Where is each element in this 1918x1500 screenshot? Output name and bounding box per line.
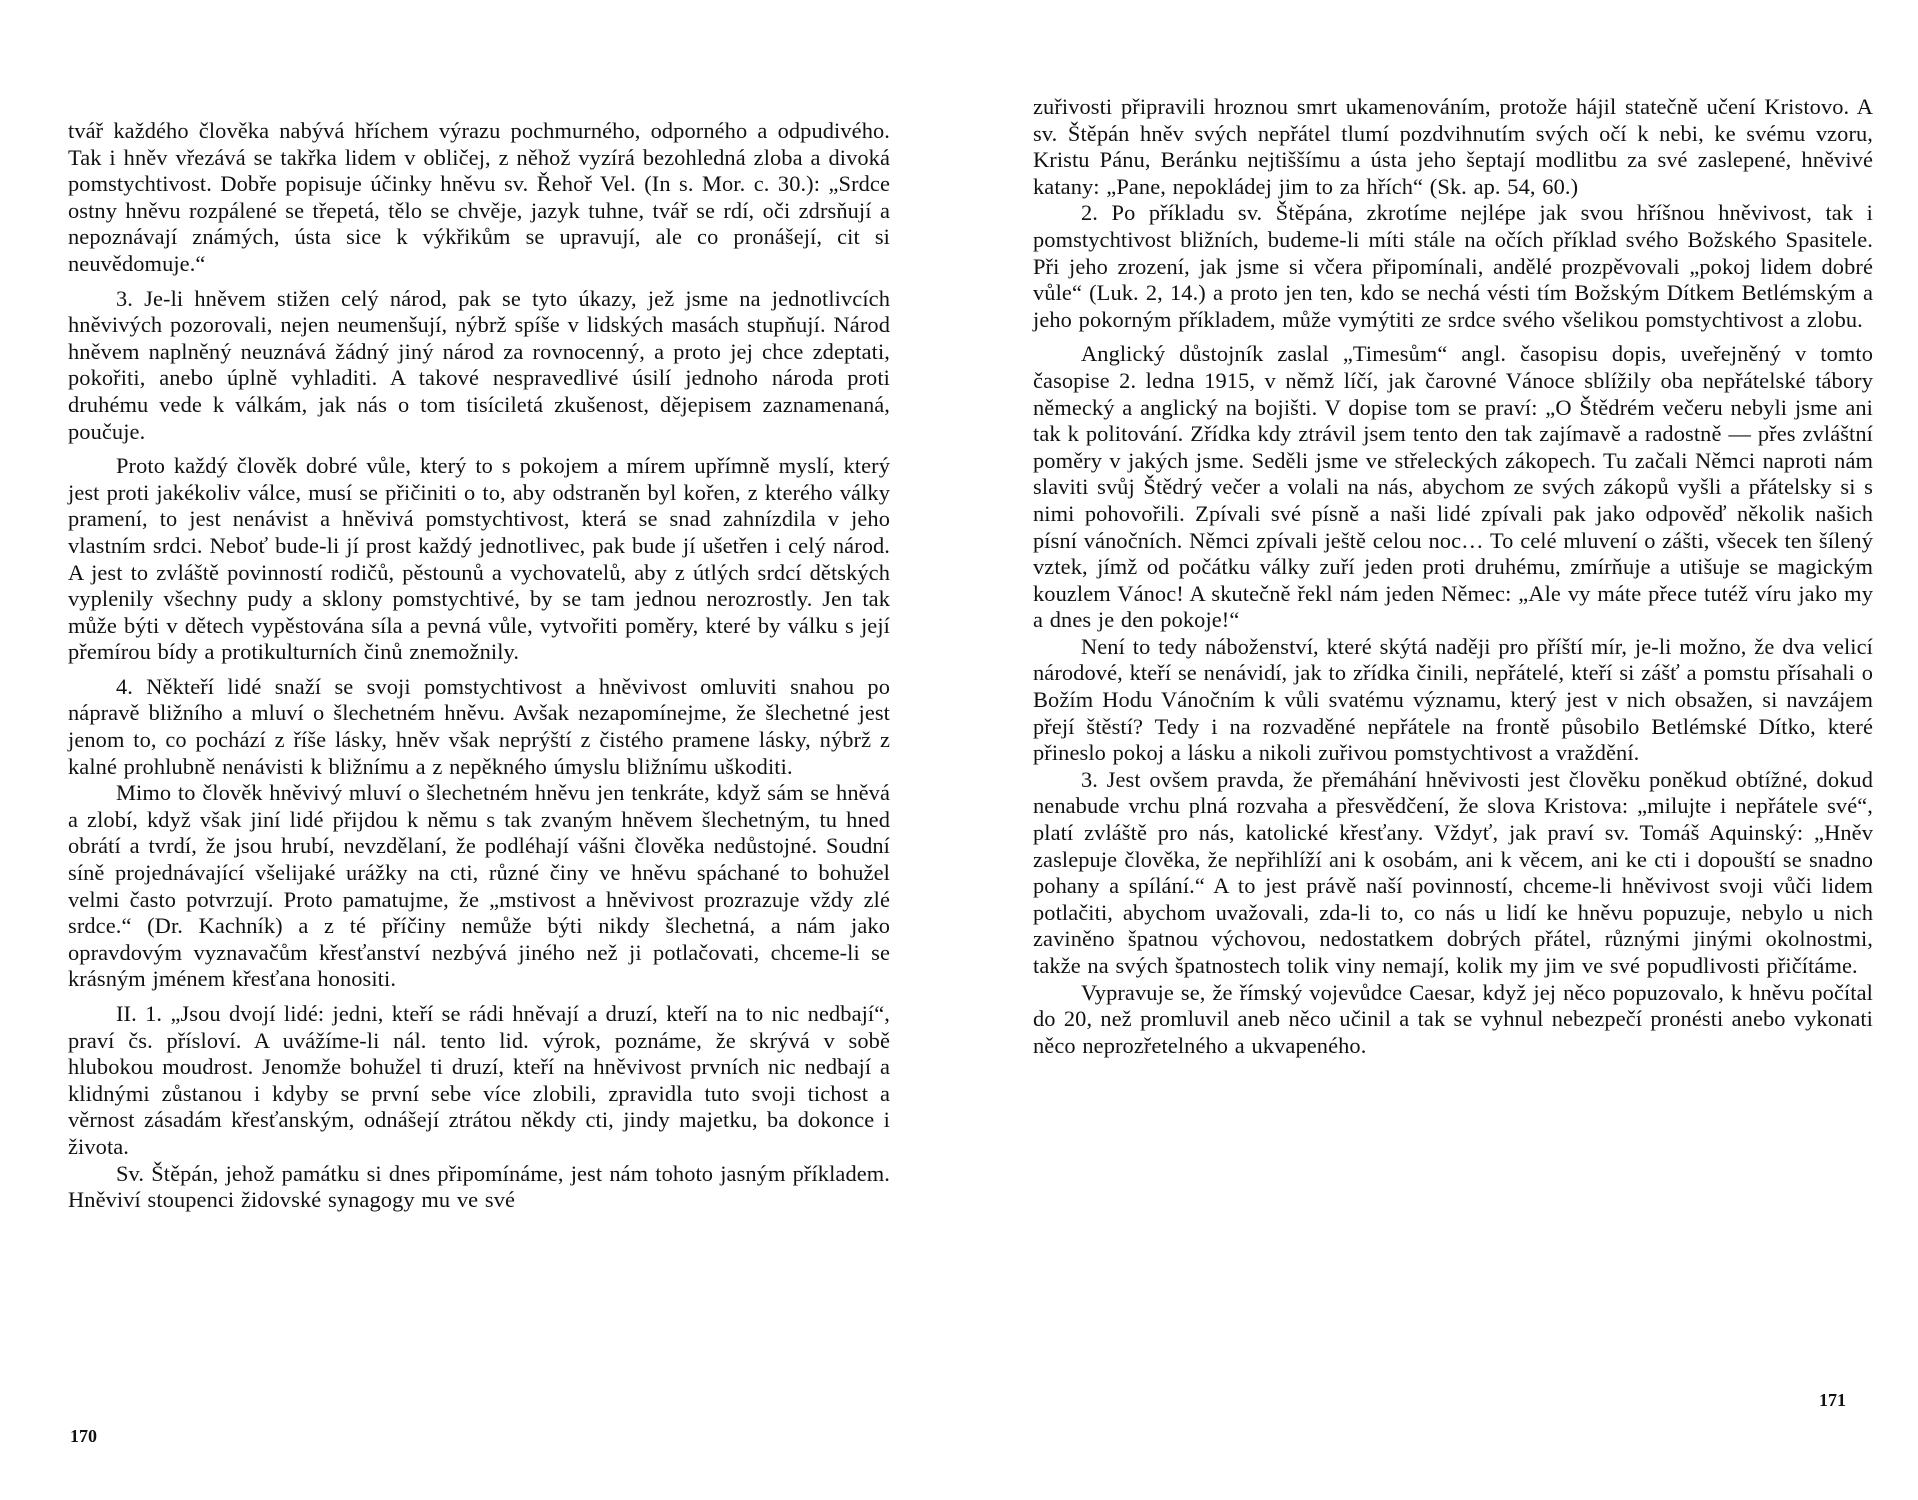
paragraph: zuřivosti připravili hroznou smrt ukamenováním, protože hájil statečně učení Kristovo. A sv. Štěpán hněv svých nepřátel tlumí pozdvihnutím svých očí k nebi, ke svému vzoru, Kristu Pánu, Beránku nejtiššímu a ústa jeho šeptají modlitbu za své zaslepené, hněvivé katany: „Pane, nepokládej jim to za hřích“ (Sk. ap. 54, 60.) — [1033, 94, 1873, 199]
left-page-text — [68, 118, 890, 1214]
paragraph: 4. Někteří lidé snaží se svoji pomstychtivost a hněvivost omluviti snahou po nápravě bližního a mluví o šlechetném hněvu. Avšak nezapomínejme, že šlechetné jest jenom to, co pochází z říše lásky, hněv však neprýští z čistého pramene lásky, nýbrž z kalné prohlubně nenávisti k bližnímu a z nepěkného úmyslu bližnímu uškoditi. — [68, 673, 890, 779]
paragraph: Sv. Štěpán, jehož památku si dnes připomínáme, jest nám tohoto jasným příkladem. Hněviví stoupenci židovské synagogy mu ve své — [68, 1160, 890, 1213]
paragraph: Anglický důstojník zaslal „Timesům“ angl. časopisu dopis, uveřejněný v tomto časopise 2. ledna 1915, v němž líčí, jak čarovné Vánoce sblížily oba nepřátelské tábory německý a anglický na bojišti. V dopise tom se praví: „O Štědrém večeru nebyli jsme ani tak k politování. Zřídka kdy ztrávil jsem tento den tak zajímavě a radostně — přes zvláštní poměry v jakých jsme. Seděli jsme ve střeleckých zákopech. Tu začali Němci naproti nám slaviti svůj Štědrý večer a volali na nás, abychom ze svých zákopů vyšli a přátelsky si s nimi pohovořili. Zpívali své písně a naši lidé zpívali pak jako odpověď několik našich písní vánočních. Němci zpívali ještě celou noc… To celé mluvení o zášti, všecek ten šílený vztek, jímž od počátku války zuří jeden proti druhému, zmírňuje a utišuje se magickým kouzlem Vánoc! A skutečně řekl nám jeden Němec: „Ale vy máte přece tutéž víru jako my a dnes je den pokoje!“ — [1033, 341, 1873, 633]
paragraph: Vypravuje se, že římský vojevůdce Caesar, když jej něco popuzovalo, k hněvu počítal do 20, než promluvil aneb něco učinil a tak se vyhnul nebezpečí pronésti anebo vykonati něco neprozřetelného a ukvapeného. — [1033, 979, 1873, 1058]
paragraph: tvář každého člověka nabývá hříchem výrazu pochmurného, odporného a odpudivého. Tak i hněv vřezává se takřka lidem v obličej, z něhož vyzírá bezohledná zloba a divoká pomstychtivost. Dobře popisuje účinky hněvu sv. Řehoř Vel. (In s. Mor. c. 30.): „Srdce ostny hněvu rozpálené se třepetá, tělo se chvěje, jazyk tuhne, tvář se rdí, oči zdrsňují a nepoznávají známých, ústa sice k výkřikům se upravují, ale co pronášejí, cit si neuvědomuje.“ — [68, 118, 890, 276]
page-number: 170 — [70, 1426, 97, 1446]
paragraph: 3. Je-li hněvem stižen celý národ, pak se tyto úkazy, jež jsme na jednotlivcích hněvivých pozorovali, nejen neumenšují, nýbrž spíše v lidských masách stupňují. Národ hněvem naplněný neuznává žádný jiný národ za rovnocenný, a proto jej chce zdeptati, pokořiti, anebo úplně vyhladiti. A takové nespravedlivé úsilí jednoho národa proti druhému vede k válkám, jak nás o tom tisíciletá zkušenost, dějepisem zaznamenaná, poučuje. — [68, 285, 890, 444]
paragraph: Mimo to člověk hněvivý mluví o šlechetném hněvu jen tenkráte, když sám se hněvá a zlobí, když však jiní lidé přijdou k němu s tak zvaným hněvem šlechetným, tu hned obrátí a tvrdí, že jsou hrubí, nevzdělaní, že podléhají vášni člověka nedůstojné. Soudní síně projednávající všelijaké urážky na cti, různé činy ve hněvu spáchané to bohužel velmi často potvrzují. Proto pamatujme, že „mstivost a hněvivost prozrazuje vždy zlé srdce.“ (Dr. Kachník) a z té příčiny nemůže býti nikdy šlechetná, a nám jako opravdovým vyznavačům křesťanství nezbývá jiného než ji potlačovati, chceme-li se krásným jménem křesťana honositi. — [68, 780, 890, 992]
paragraph: 3. Jest ovšem pravda, že přemáhání hněvivosti jest člověku poněkud obtížné, dokud nenabude vrchu plná rozvaha a přesvědčení, že slova Kristova: „milujte i nepřátele své“, platí zvláště pro nás, katolické křesťany. Vždyť, jak praví sv. Tomáš Aquinský: „Hněv zaslepuje člověka, že nepřihlíží ani k osobám, ani k věcem, ani ke cti i dopouští se snadno pohany a spílání.“ A to jest právě naší povinností, chceme-li hněvivost svoji vůči lidem potlačiti, abychom uvažovali, zda-li to, co nás u lidí ke hněvu popuzuje, nebylo u nich zaviněno špatnou výchovou, nedostatkem dobrých přátel, různými jinými okolnostmi, takže na svých špatnostech tolik viny nemají, kolik my jim ve své popudlivosti přičítáme. — [1033, 766, 1873, 978]
paragraph: 2. Po příkladu sv. Štěpána, zkrotíme nejlépe jak svou hříšnou hněvivost, tak i pomstychtivost bližních, budeme-li míti stále na očích příklad svého Božského Spasitele. Při jeho zrození, jak jsme si včera připomínali, andělé prozpěvovali „pokoj lidem dobré vůle“ (Luk. 2, 14.) a proto jen ten, kdo se nechá vésti tím Božským Dítkem Betlémským a jeho pokorným příkladem, může vymýtiti ze srdce svého všelikou pomstychtivost a zlobu. — [1033, 200, 1873, 332]
right-page-text — [1033, 94, 1873, 1059]
paragraph: II. 1. „Jsou dvojí lidé: jedni, kteří se rádi hněvají a druzí, kteří na to nic nedbají“, praví čs. přísloví. A uvážíme-li nál. tento lid. výrok, poznáme, že skrývá v sobě hlubokou moudrost. Jenomže bohužel ti druzí, kteří na hněvivost prvních nic nedbají a klidnými zůstanou i kdyby se první sebe více zlobili, zpravidla tuto svoji tichost a věrnost zásadám křesťanským, odnášejí ztrátou někdy cti, jindy majetku, ba dokonce i života. — [68, 1001, 890, 1159]
right-page — [959, 0, 1918, 1500]
paragraph: Proto každý člověk dobré vůle, který to s pokojem a mírem upřímně myslí, který jest proti jakékoliv válce, musí se přičiniti o to, aby odstraněn byl kořen, z kterého války pramení, to jest nenávist a hněvivá pomstychtivost, která se snad zahnízdila v jeho vlastním srdci. Neboť bude-li jí prost každý jednotlivec, pak bude jí ušetřen i celý národ. A jest to zvláště povinností rodičů, pěstounů a vychovatelů, aby z útlých srdcí dětských vyplenily všechny pudy a sklony pomstychtivé, by se tam jednou nerozrostly. Jen tak může býti v dětech vypěstována síla a pevná vůle, vytvořiti poměry, které by válku s její přemírou bídy a protikulturních činů znemožnily. — [68, 453, 890, 665]
paragraph: Není to tedy náboženství, které skýtá naději pro příští mír, je-li možno, že dva velicí národové, kteří se nenávidí, jak to zřídka činili, nepřátelé, kteří si zášť a pomstu přísahali o Božím Hodu Vánočním k vůli svatému významu, který jest v nich obsažen, si navzájem přejí štěstí? Tedy i na rozvaděné nepřátele na frontě působilo Betlémské Dítko, které přineslo pokoj a lásku a nikoli zuřivou pomstychtivost a vraždění. — [1033, 633, 1873, 766]
page-number: 171 — [1819, 1390, 1846, 1410]
